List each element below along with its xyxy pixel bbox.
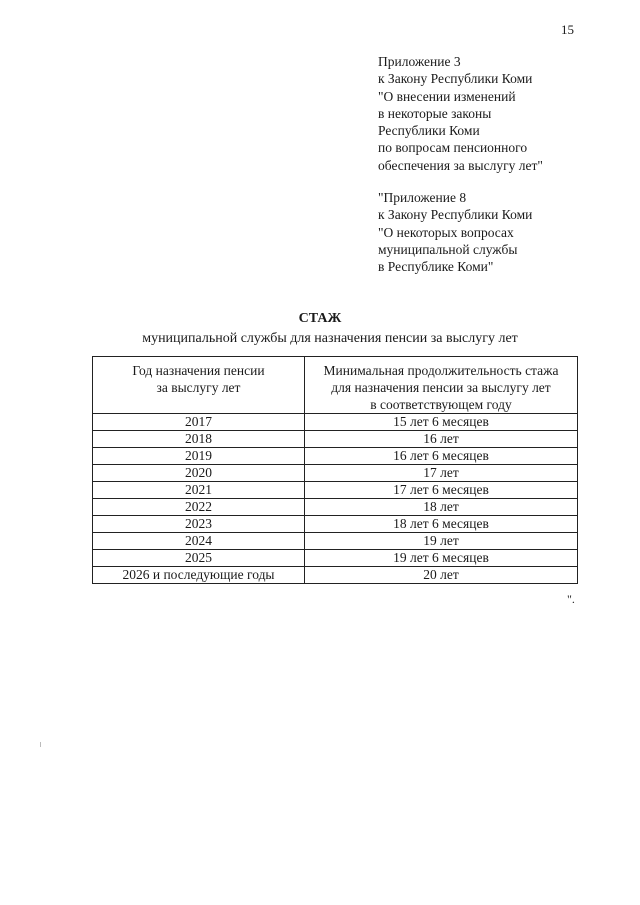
appendix-line: Приложение 3 [378,54,461,69]
table-row [93,431,578,448]
column-header-min-length [305,357,578,414]
column-header-year [93,357,305,414]
table-row [93,499,578,516]
appendix-line: "О внесении изменений [378,88,516,104]
document-title: СТАЖ [298,311,342,326]
cell-min-length: 17 лет [305,465,578,482]
appendix-line: "Приложение 8 [378,190,467,205]
document-subtitle: муниципальной службы для назначения пенсии за выслугу лет [142,331,518,346]
cell-min-length: 17 лет 6 месяцев [305,482,578,499]
cell-year: 2026 и последующие годы [93,567,305,584]
cell-min-length: 19 лет 6 месяцев [305,550,578,567]
cell-min-length: 18 лет 6 месяцев [305,516,578,533]
table-row [93,516,578,533]
table-row [93,465,578,482]
table-body [93,414,578,584]
cell-year: 2019 [93,448,305,465]
appendix-line: в некоторые законы [378,105,492,121]
table-row [93,482,578,499]
appendix-8-header [378,189,532,275]
cell-min-length: 20 лет [305,567,578,584]
table-row [93,533,578,550]
cell-year: 2023 [93,516,305,533]
table-row [93,448,578,465]
cell-year: 2022 [93,499,305,516]
cell-min-length: 19 лет [305,533,578,550]
appendix-line: по вопросам пенсионного [378,140,528,156]
header-line: в соответствующем году [370,397,512,412]
table-row [93,567,578,584]
cell-min-length: 18 лет [305,499,578,516]
appendix-3-header [378,53,543,174]
cell-min-length: 15 лет 6 месяцев [305,414,578,431]
service-length-table [92,356,578,584]
appendix-line: "О некоторых вопросах [378,224,514,240]
cell-year: 2025 [93,550,305,567]
cell-min-length: 16 лет [305,431,578,448]
header-line: Год назначения пенсии [132,363,265,378]
table-row [93,550,578,567]
header-line: для назначения пенсии за выслугу лет [331,380,551,395]
appendix-line: Республики Коми [378,123,480,139]
cell-year: 2017 [93,414,305,431]
page-number: 15 [561,22,574,37]
cell-year: 2024 [93,533,305,550]
table-row [93,414,578,431]
appendix-line: в Республике Коми" [378,259,494,275]
cell-min-length: 16 лет 6 месяцев [305,448,578,465]
table-header-row [93,357,578,414]
header-line: Минимальная продолжительность стажа [323,363,559,378]
appendix-line: к Закону Республики Коми [378,71,533,87]
header-line: за выслугу лет [156,380,241,395]
cell-year: 2018 [93,431,305,448]
appendix-line: к Закону Республики Коми [378,207,533,223]
closing-quote: ". [567,592,575,606]
appendix-line: муниципальной службы [378,241,518,257]
appendix-line: обеспечения за выслугу лет" [378,157,543,173]
cell-year: 2021 [93,482,305,499]
scan-speck [40,742,41,747]
cell-year: 2020 [93,465,305,482]
